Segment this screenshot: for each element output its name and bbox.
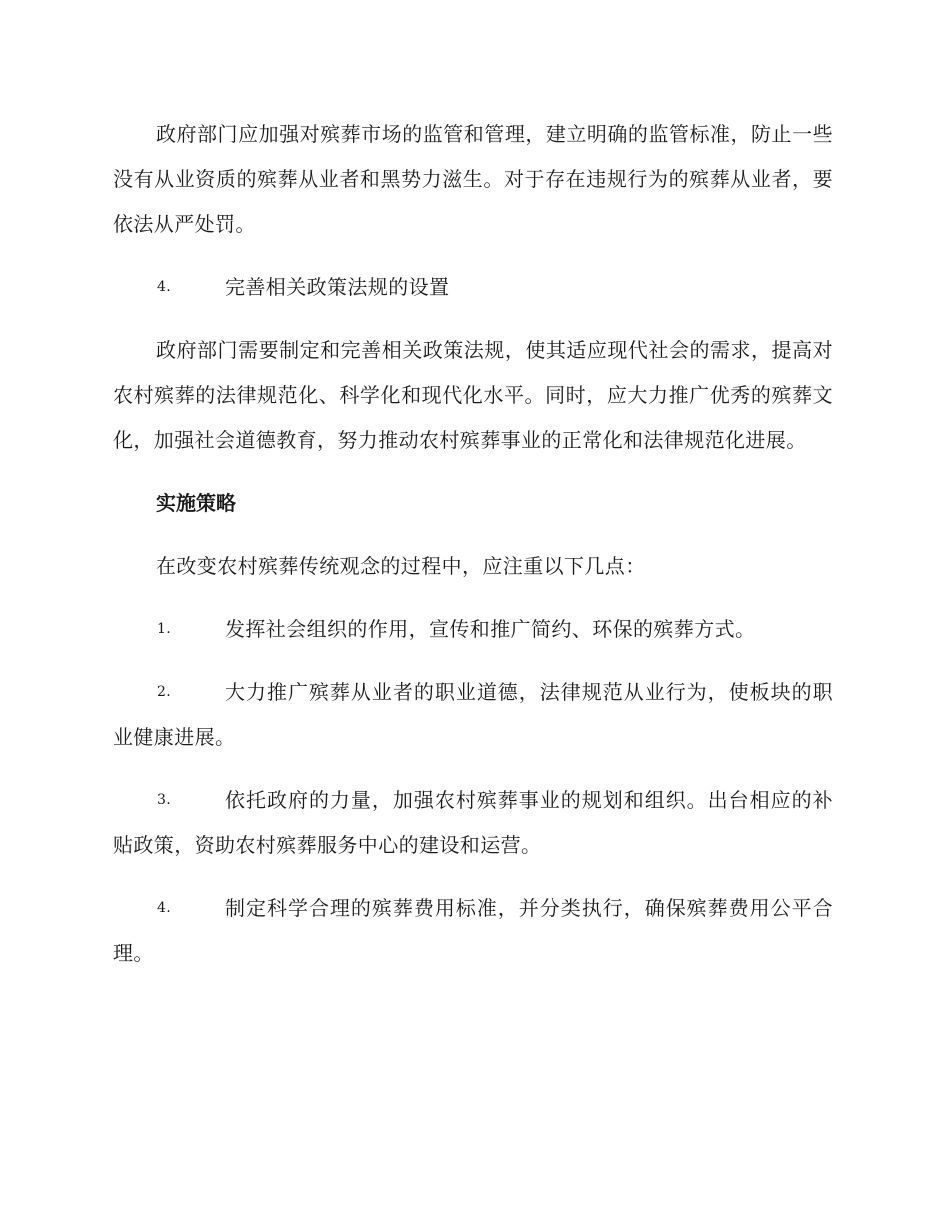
list-item — [113, 670, 833, 760]
document-page — [113, 112, 833, 994]
paragraph-policy: 政府部门需要制定和完善相关政策法规，使其适应现代社会的需求，提高对农村殡葬的法律规范化、科学化和现代化水平。同时，应大力推广优秀的殡葬文化，加强社会道德教育，努力推动农村殡葬事业的正常化和法律规范化进展。 — [113, 338, 833, 452]
list-number: 2. — [157, 684, 172, 700]
list-number: 1. — [157, 621, 172, 637]
list-number: 3. — [157, 792, 172, 808]
list-item — [113, 778, 833, 868]
list-item-text: 制定科学合理的殡葬费用标准，并分类执行，确保殡葬费用公平合理。 — [113, 896, 833, 965]
list-item-text: 大力推广殡葬从业者的职业道德，法律规范从业行为，使板块的职业健康进展。 — [113, 680, 833, 749]
list-item — [113, 886, 833, 976]
list-number: 4. — [157, 900, 172, 916]
paragraph-intro: 在改变农村殡葬传统观念的过程中，应注重以下几点： — [156, 554, 646, 578]
list-item — [113, 607, 833, 652]
section-heading: 实施策略 — [156, 491, 236, 515]
list-item-policy — [113, 265, 833, 310]
list-item-text: 完善相关政策法规的设置 — [225, 275, 450, 299]
list-item-text: 发挥社会组织的作用，宣传和推广简约、环保的殡葬方式。 — [225, 617, 756, 641]
list-number: 4. — [157, 279, 172, 295]
paragraph-supervision: 政府部门应加强对殡葬市场的监管和管理，建立明确的监管标准，防止一些没有从业资质的殡葬从业者和黑势力滋生。对于存在违规行为的殡葬从业者，要依法从严处罚。 — [113, 122, 833, 236]
list-item-text: 依托政府的力量，加强农村殡葬事业的规划和组织。出台相应的补贴政策，资助农村殡葬服务中心的建设和运营。 — [113, 788, 833, 857]
